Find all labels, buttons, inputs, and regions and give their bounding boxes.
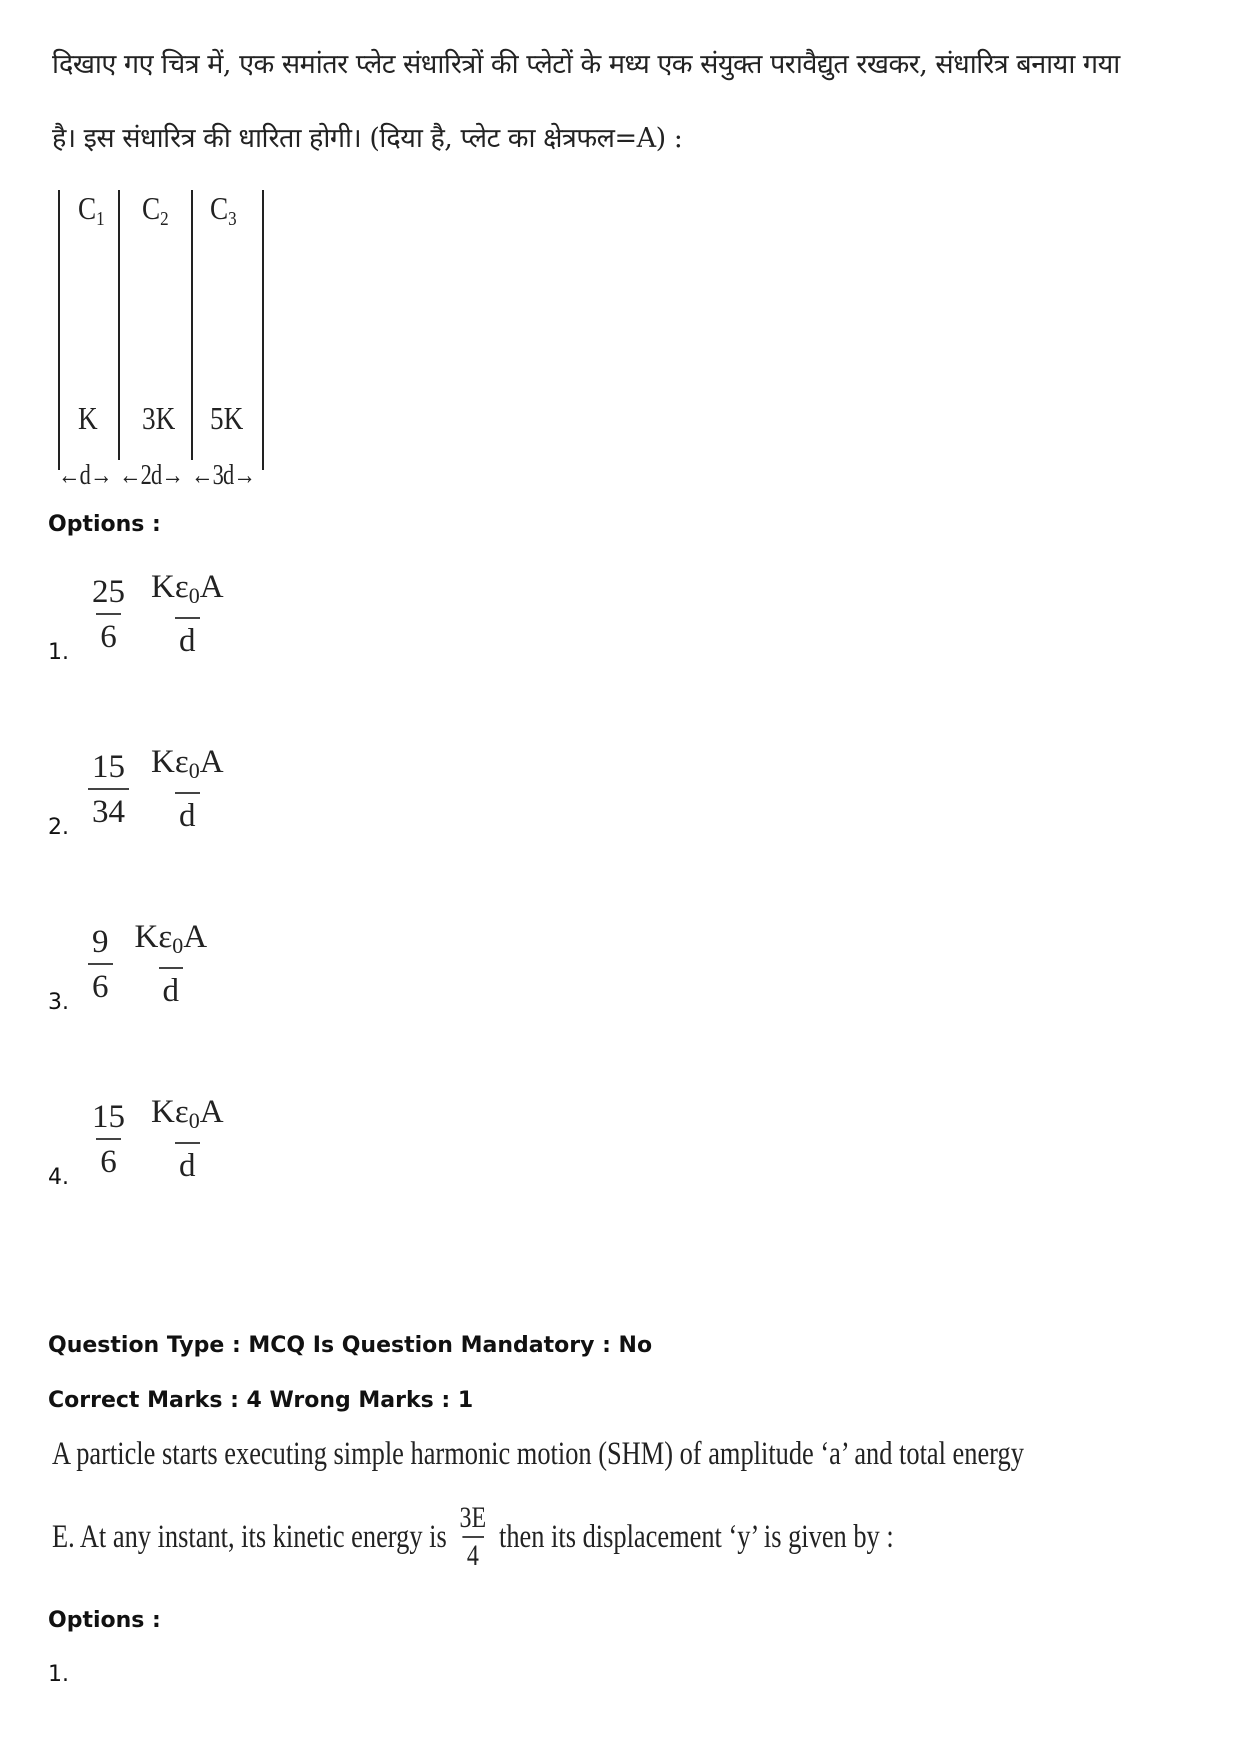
question-2-line-2 xyxy=(52,1500,894,1574)
option-2-expression[interactable] xyxy=(88,741,228,838)
formula-fraction: $\frac{K\varepsilon_0A}{d}$ xyxy=(147,566,228,663)
plate-3 xyxy=(191,190,193,460)
question-2-line-2-post: then its displacement ‘y’ is given by : xyxy=(498,1518,894,1555)
option-number-1: 1. xyxy=(48,640,69,665)
coefficient-fraction: $\frac{15}{6}$ xyxy=(88,1096,129,1184)
distance-label-3: ←3d→ xyxy=(191,460,255,491)
formula-fraction: $\frac{K\varepsilon_0A}{d}$ xyxy=(147,741,228,838)
option-number-q2-1: 1. xyxy=(48,1662,69,1687)
kinetic-energy-fraction: 3E 4 xyxy=(459,1501,487,1572)
capacitor-diagram xyxy=(0,0,300,500)
plate-2 xyxy=(118,190,120,460)
option-number-3: 3. xyxy=(48,990,69,1015)
coefficient-fraction: $\frac{9}{6}$ xyxy=(88,921,113,1009)
option-3-expression[interactable] xyxy=(88,916,211,1013)
question-text-line-1: दिखाए गए चित्र में, एक समांतर प्लेट संधारित्रों की प्लेटों के मध्य एक संयुक्त परावैद्युत रखकर, संधारित्र बनाया गया xyxy=(52,49,1120,80)
plate-1 xyxy=(58,190,60,470)
question-type-line: Question Type : MCQ Is Question Mandatory : No xyxy=(48,1333,653,1358)
question-2-line-2-pre: E. At any instant, its kinetic energy is xyxy=(52,1518,447,1555)
coefficient-fraction: $\frac{15}{34}$ xyxy=(88,746,129,834)
plate-4 xyxy=(262,190,264,470)
dielectric-label-3: 5K xyxy=(210,400,244,436)
capacitor-label-c3: $C_3$ xyxy=(210,190,237,230)
formula-fraction: $\frac{K\varepsilon_0A}{d}$ xyxy=(147,1091,228,1188)
option-4-expression[interactable] xyxy=(88,1091,228,1188)
distance-label-2: ←2d→ xyxy=(119,460,183,491)
options-label-2: Options : xyxy=(48,1608,161,1633)
dielectric-label-1: K xyxy=(78,400,98,436)
option-number-2: 2. xyxy=(48,815,69,840)
capacitor-label-c1: $C_1$ xyxy=(78,190,105,230)
capacitor-label-c2: $C_2$ xyxy=(142,190,169,230)
marks-line: Correct Marks : 4 Wrong Marks : 1 xyxy=(48,1388,474,1413)
option-number-4: 4. xyxy=(48,1165,69,1190)
options-label: Options : xyxy=(48,512,161,537)
distance-label-1: ←d→ xyxy=(58,460,112,491)
dielectric-label-2: 3K xyxy=(142,400,176,436)
question-2-line-1: A particle starts executing simple harmonic motion (SHM) of amplitude ‘a’ and total energy xyxy=(52,1436,1024,1472)
coefficient-fraction: $\frac{25}{6}$ xyxy=(88,571,129,659)
option-1-expression[interactable] xyxy=(88,566,228,663)
formula-fraction: $\frac{K\varepsilon_0A}{d}$ xyxy=(131,916,212,1013)
question-text-line-2: है। इस संधारित्र की धारिता होगी। (दिया है, प्लेट का क्षेत्रफल=A) : xyxy=(52,123,683,154)
